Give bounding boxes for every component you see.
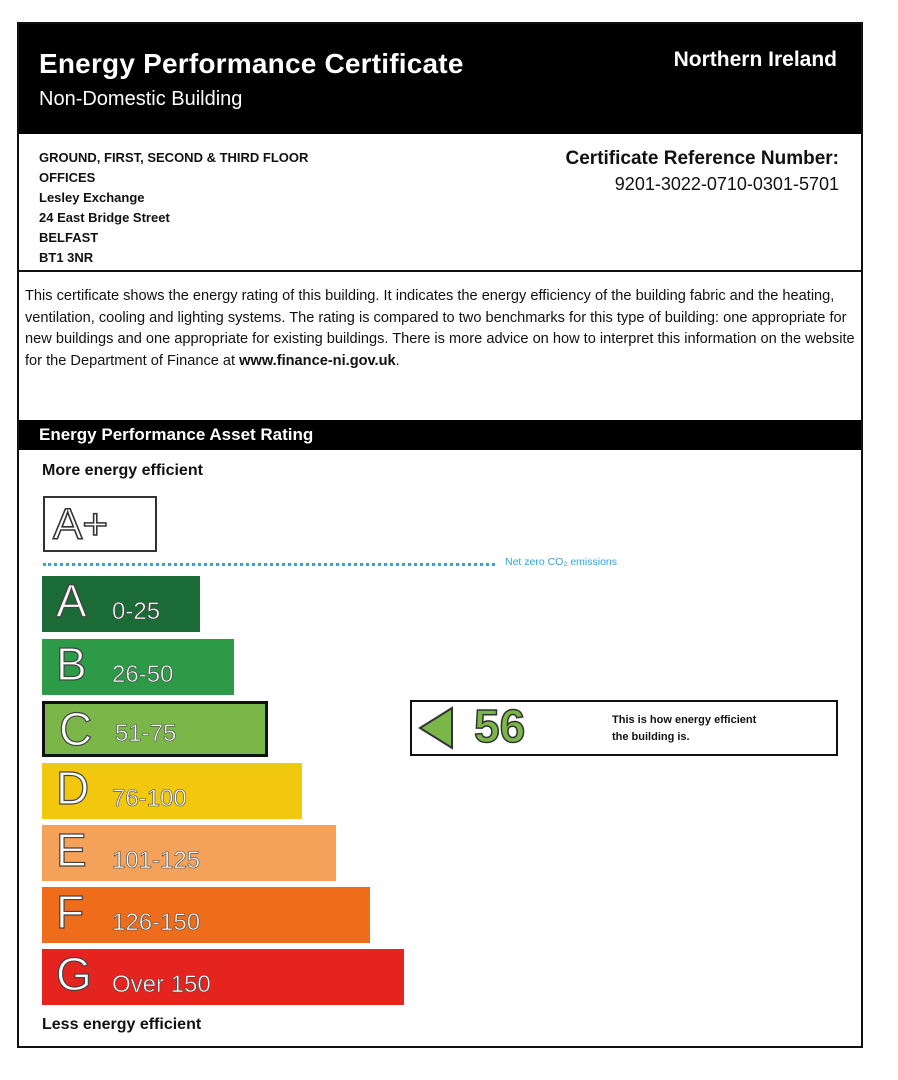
- band-f: [42, 887, 370, 943]
- address-line: Lesley Exchange: [39, 190, 145, 205]
- building-rating-indicator: [410, 700, 838, 756]
- band-b: [42, 639, 234, 695]
- region-label: Northern Ireland: [673, 48, 837, 71]
- band-letter: C: [59, 703, 93, 755]
- certificate-reference: [566, 148, 839, 195]
- rating-caption-line: the building is.: [612, 731, 690, 743]
- rating-arrow-icon: [418, 706, 454, 750]
- band-letter: A: [56, 575, 87, 627]
- band-range: 76-100: [112, 785, 187, 812]
- net-zero-label: Net zero CO₂ emissions: [505, 556, 618, 568]
- address-line: BT1 3NR: [39, 250, 94, 265]
- band-c: [42, 701, 268, 757]
- building-address: [39, 148, 308, 268]
- more-efficient-label: More energy efficient: [42, 462, 203, 479]
- net-zero-line: [43, 563, 495, 566]
- address-line: BELFAST: [39, 230, 99, 245]
- less-efficient-label: Less energy efficient: [42, 1016, 202, 1033]
- intro-text: This certificate shows the energy rating of this building. It indicates the energy efficiency of the building fabric and the heating, ventilation, cooling and lighting systems. The rating is compared to two benchmarks for this type of building: one appropriate for new buildings and one appropriate for existing buildings. There is more advice on how to interpret this information on the website for the Department of Finance at: [25, 288, 855, 369]
- aplus-band: [43, 496, 157, 552]
- address-line: GROUND, FIRST, SECOND & THIRD FLOOR: [39, 150, 309, 165]
- band-a: [42, 576, 200, 632]
- band-letter: G: [56, 948, 92, 1000]
- band-range: 51-75: [115, 720, 177, 747]
- divider: [19, 270, 861, 272]
- band-d: [42, 763, 302, 819]
- section-title: Energy Performance Asset Rating: [39, 425, 314, 444]
- aplus-label: A+: [53, 500, 109, 549]
- website-link[interactable]: www.finance-ni.gov.uk: [239, 352, 396, 369]
- band-e: [42, 825, 336, 881]
- band-letter: E: [56, 824, 87, 876]
- rating-caption-line: This is how energy efficient: [612, 714, 757, 726]
- intro-paragraph: [25, 286, 861, 372]
- rating-value: 56: [474, 700, 526, 752]
- band-range: 0-25: [112, 598, 161, 625]
- address-line: OFFICES: [39, 170, 96, 185]
- rating-caption: [612, 712, 832, 746]
- band-letter: D: [56, 762, 90, 814]
- section-header: [19, 420, 861, 450]
- band-g: [42, 949, 404, 1005]
- band-range: 26-50: [112, 661, 174, 688]
- band-range: 126-150: [112, 909, 201, 936]
- reference-label: Certificate Reference Number:: [565, 148, 839, 169]
- intro-end: .: [395, 352, 400, 369]
- certificate-header: [19, 24, 861, 134]
- band-letter: F: [56, 886, 85, 938]
- band-range: 101-125: [112, 847, 201, 874]
- address-line: 24 East Bridge Street: [39, 210, 170, 225]
- certificate-title: Energy Performance Certificate: [39, 48, 464, 79]
- certificate: [17, 22, 863, 1048]
- certificate-subtitle: Non-Domestic Building: [39, 88, 243, 110]
- band-letter: B: [56, 638, 87, 690]
- band-range: Over 150: [112, 971, 211, 998]
- reference-number: 9201-3022-0710-0301-5701: [614, 174, 839, 194]
